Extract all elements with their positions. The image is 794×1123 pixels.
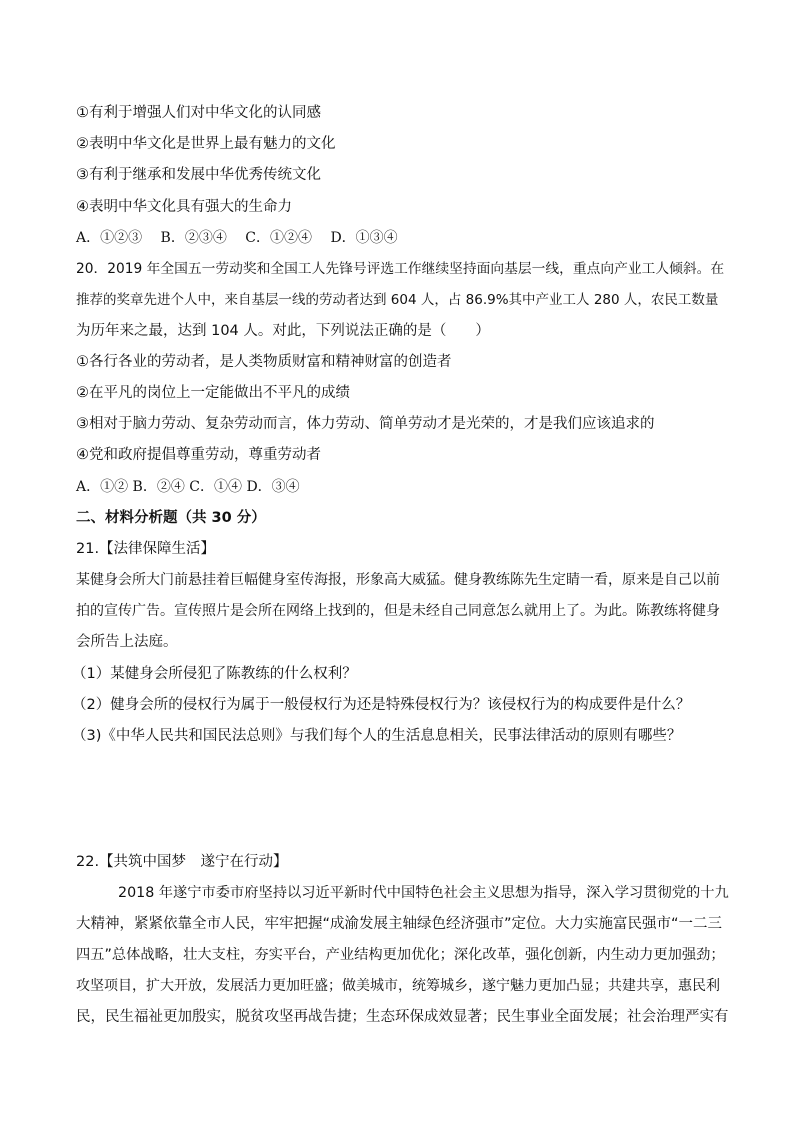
q19-statement-1: ①有利于增强人们对中华文化的认同感 <box>76 105 321 121</box>
q20-options: A．①② B．②④ C．①④ D．③④ <box>76 479 300 495</box>
q20-statement-3: ③相对于脑力劳动、复杂劳动而言，体力劳动、简单劳动才是光荣的，才是我们应该追求的 <box>76 416 655 432</box>
q21-material-line-1: 某健身会所大门前悬挂着巨幅健身室传海报，形象高大威猛。健身教练陈先生定睛一看，原来是自己以前 <box>76 572 720 588</box>
q20-statement-4: ④党和政府提倡尊重劳动，尊重劳动者 <box>76 447 321 463</box>
q19-options: A．①②③ B．②③④ C．①②④ D．①③④ <box>76 230 398 246</box>
q22-heading: 22.【共筑中国梦 遂宁在行动】 <box>76 854 288 870</box>
q21-material-line-2: 拍的宣传广告。宣传照片是会所在网络上找到的，但是未经自己同意怎么就用上了。为此。陈教练将健身 <box>76 603 720 619</box>
q19-statement-3: ③有利于继承和发展中华优秀传统文化 <box>76 167 321 183</box>
q20-statement-1: ①各行各业的劳动者，是人类物质财富和精神财富的创造者 <box>76 354 452 370</box>
q21-heading: 21.【法律保障生活】 <box>76 541 216 557</box>
q21-material-line-3: 会所告上法庭。 <box>76 634 178 650</box>
q22-material-line-5: 民，民生福祉更加殷实，脱贫攻坚再战告捷；生态环保成效显著；民生事业全面发展；社会治理严实有 <box>76 1009 729 1025</box>
q20-stem-line-2: 推荐的奖章先进个人中，来自基层一线的劳动者达到 604 人，占 86.9%其中产业工人 280 人，农民工数量 <box>76 292 719 308</box>
q22-material-line-1: 2018 年遂宁市委市府坚持以习近平新时代中国特色社会主义思想为指导，深入学习贯彻党的十九 <box>118 885 729 901</box>
section-heading: 二、材料分析题（共 30 分） <box>76 510 266 526</box>
q22-material-line-2: 大精神，紧紧依靠全市人民，牢牢把握“成渝发展主轴绿色经济强市”定位。大力实施富民强市“一二三 <box>76 916 723 932</box>
q19-statement-4: ④表明中华文化具有强大的生命力 <box>76 199 292 215</box>
q20-statement-2: ②在平凡的岗位上一定能做出不平凡的成绩 <box>76 385 350 401</box>
q21-question-1: （1）某健身会所侵犯了陈教练的什么权利？ <box>72 666 357 682</box>
q19-statement-2: ②表明中华文化是世界上最有魅力的文化 <box>76 136 336 152</box>
q21-question-2: （2）健身会所的侵权行为属于一般侵权行为还是特殊侵权行为？该侵权行为的构成要件是什么？ <box>72 697 691 713</box>
q22-material-line-3: 四五”总体战略，壮大支柱，夯实平台，产业结构更加优化；深化改革，强化创新，内生动力更加强劲； <box>76 947 725 963</box>
q20-stem-line-1: 20．2019 年全国五一劳动奖和全国工人先锋号评选工作继续坚持面向基层一线，重点向产业工人倾斜。在 <box>76 261 725 277</box>
q20-stem-line-3: 为历年来之最，达到 104 人。对此，下列说法正确的是（ ） <box>76 323 490 339</box>
q21-question-3: （3)《中华人民共和国民法总则》与我们每个人的生活息息相关，民事法律活动的原则有哪些？ <box>72 728 682 744</box>
q22-material-line-4: 攻坚项目，扩大开放，发展活力更加旺盛；做美城市，统筹城乡，遂宁魅力更加凸显；共建共享，惠民利 <box>76 978 720 994</box>
